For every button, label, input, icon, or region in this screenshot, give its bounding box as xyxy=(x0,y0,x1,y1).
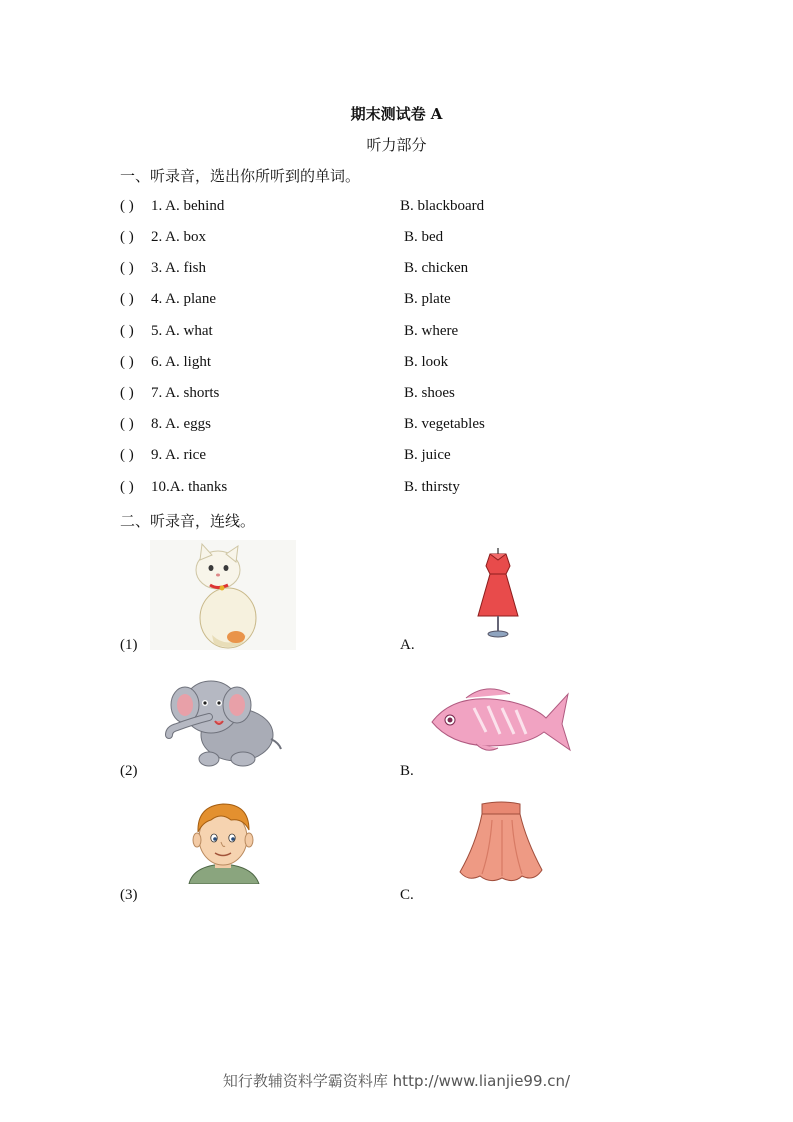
question-row xyxy=(120,416,680,436)
option-a: 9. A. rice xyxy=(151,447,206,463)
answer-blank[interactable]: ( ) xyxy=(120,354,134,370)
question-row xyxy=(120,229,680,249)
section-2-heading: 二、听录音，连线。 xyxy=(120,512,256,530)
answer-blank[interactable]: ( ) xyxy=(120,416,134,432)
option-b: B. juice xyxy=(404,447,451,463)
answer-blank[interactable]: ( ) xyxy=(120,198,134,214)
question-row xyxy=(120,354,680,374)
match-label-right-a: A. xyxy=(400,637,415,653)
match-label-right-c: C. xyxy=(400,887,414,903)
answer-blank[interactable]: ( ) xyxy=(120,229,134,245)
answer-blank[interactable]: ( ) xyxy=(120,385,134,401)
option-b: B. chicken xyxy=(404,260,469,276)
option-a: 3. A. fish xyxy=(151,260,207,276)
question-row xyxy=(120,447,680,467)
page-subtitle: 听力部分 xyxy=(366,136,427,154)
section-1-heading: 一、听录音，选出你所听到的单词。 xyxy=(120,167,361,185)
option-a: 5. A. what xyxy=(151,323,213,339)
option-a: 8. A. eggs xyxy=(151,416,211,432)
boy-picture xyxy=(183,798,263,884)
question-row xyxy=(120,198,680,218)
skirt-picture xyxy=(456,800,546,884)
answer-blank[interactable]: ( ) xyxy=(120,260,134,276)
match-label-left-1: (1) xyxy=(120,637,138,653)
option-a: 10.A. thanks xyxy=(151,479,228,495)
match-label-left-3: (3) xyxy=(120,887,138,903)
match-label-left-2: (2) xyxy=(120,763,138,779)
footer-watermark: 知行教辅资料学霸资料库 http://www.lianjie99.cn/ xyxy=(222,1072,571,1090)
match-label-right-b: B. xyxy=(400,763,414,779)
cat-picture xyxy=(150,540,296,650)
answer-blank[interactable]: ( ) xyxy=(120,447,134,463)
page-title: 期末测试卷 A xyxy=(350,105,443,123)
question-row xyxy=(120,479,680,499)
option-b: B. look xyxy=(404,354,449,370)
option-b: B. plate xyxy=(404,291,451,307)
option-b: B. blackboard xyxy=(400,198,485,214)
answer-blank[interactable]: ( ) xyxy=(120,291,134,307)
option-a: 7. A. shorts xyxy=(151,385,220,401)
option-b: B. where xyxy=(404,323,459,339)
question-row xyxy=(120,385,680,405)
option-a: 4. A. plane xyxy=(151,291,216,307)
option-b: B. bed xyxy=(404,229,444,245)
question-row xyxy=(120,260,680,280)
elephant-picture xyxy=(163,665,283,769)
option-a: 6. A. light xyxy=(151,354,212,370)
answer-blank[interactable]: ( ) xyxy=(120,479,134,495)
fish-picture xyxy=(426,680,572,756)
question-row xyxy=(120,291,680,311)
option-a: 1. A. behind xyxy=(151,198,225,214)
dress-picture xyxy=(472,544,524,640)
option-b: B. shoes xyxy=(404,385,455,401)
option-b: B. vegetables xyxy=(404,416,485,432)
answer-blank[interactable]: ( ) xyxy=(120,323,134,339)
option-a: 2. A. box xyxy=(151,229,207,245)
question-row xyxy=(120,323,680,343)
option-b: B. thirsty xyxy=(404,479,460,495)
